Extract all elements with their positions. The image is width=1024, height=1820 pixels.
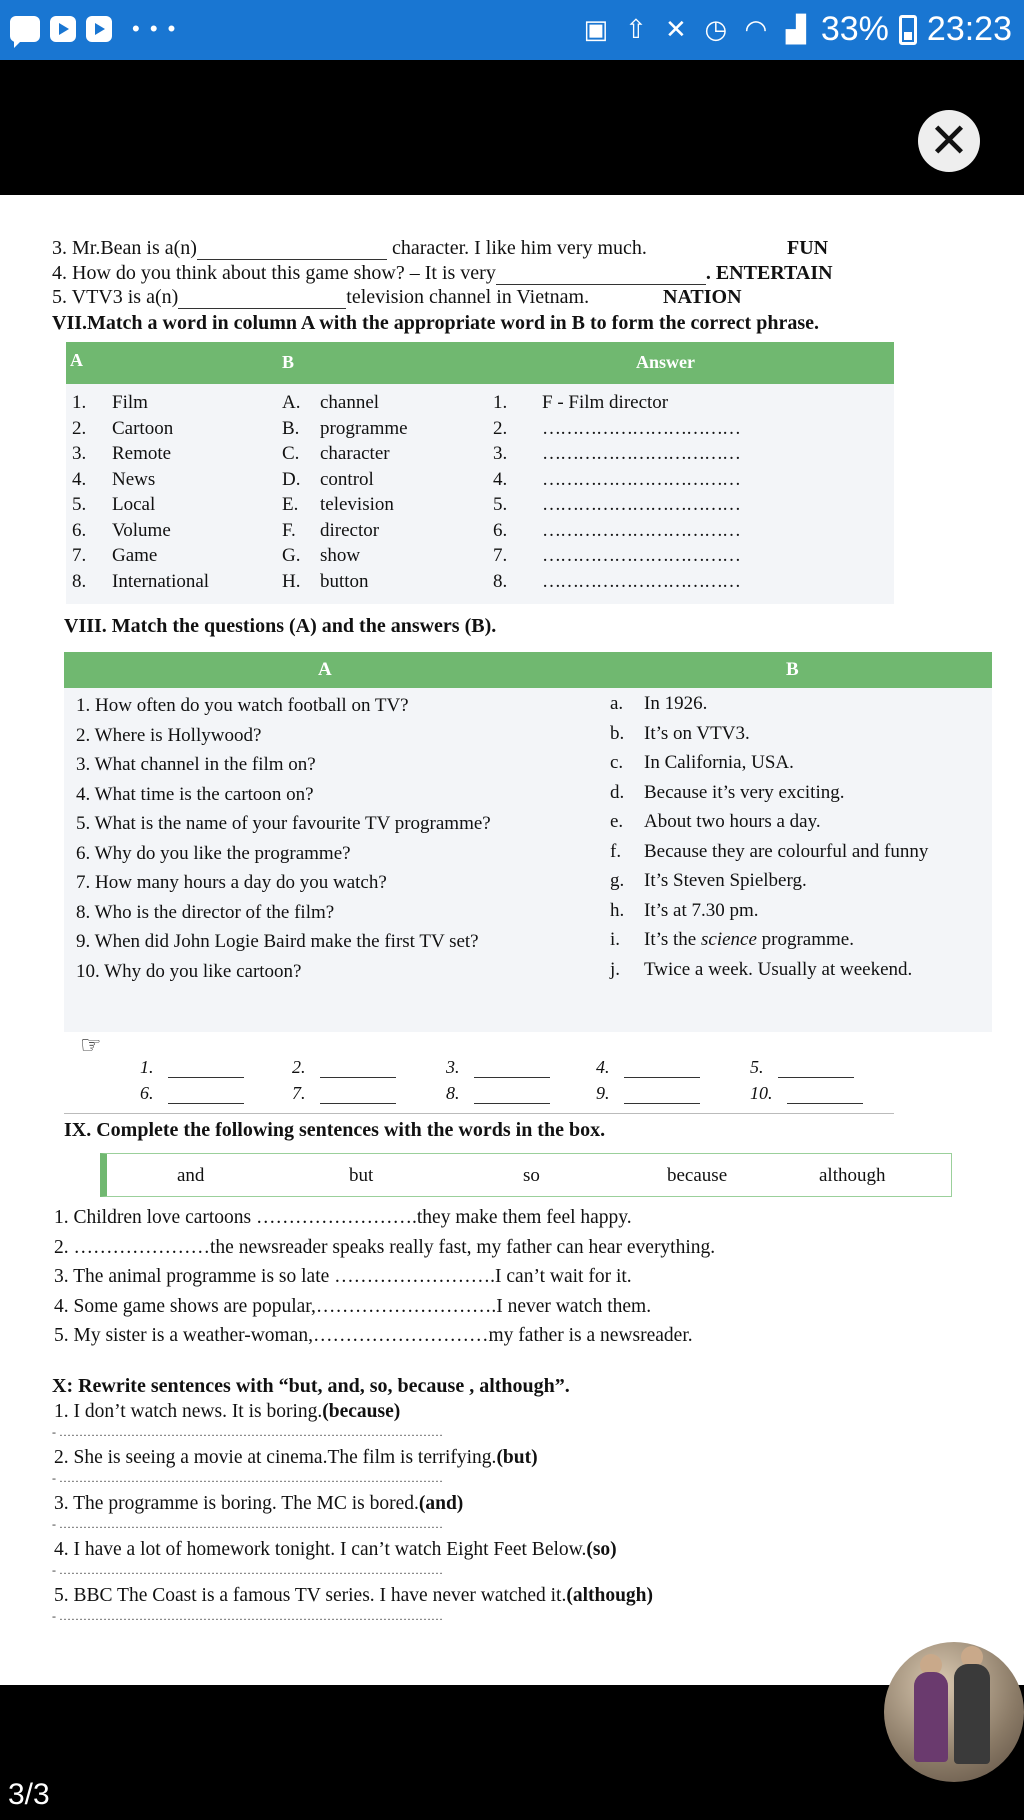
battery-percent: 33% <box>820 10 889 48</box>
rewrite-item: 5. BBC The Coast is a famous TV series. I have never watched it.(although) <box>54 1585 654 1606</box>
answer-number: 7. <box>493 545 508 566</box>
answer-slot: 4. <box>596 1057 700 1078</box>
section-8-title: VIII. Match the questions (A) and the answers (B). <box>64 615 497 637</box>
play-icon <box>50 16 76 42</box>
answer-text: Because it’s very exciting. <box>644 781 845 803</box>
table-7-row <box>66 571 894 595</box>
answer-letter: i. <box>610 929 621 950</box>
answer-value: …………………………… <box>542 417 740 439</box>
row-number: 6. <box>72 519 87 541</box>
pointing-hand-icon: ☞ <box>80 1031 102 1059</box>
play-icon <box>86 16 112 42</box>
fill-sentence: 4. Some game shows are popular,……………………….I never watch them. <box>54 1295 652 1317</box>
rewrite-item: 1. I don’t watch news. It is boring.(because) <box>54 1401 401 1422</box>
column-a-word: Film <box>112 392 148 413</box>
question-text: 3. What channel in the film on? <box>76 754 316 775</box>
answer-letter: g. <box>610 870 625 891</box>
viewer-bottom-bar <box>0 1685 1024 1820</box>
column-b-letter: A. <box>282 392 301 413</box>
answer-letter: j. <box>610 958 621 980</box>
worksheet-page <box>0 195 1024 1685</box>
answer-slot: 2. <box>292 1057 396 1078</box>
column-b-letter: G. <box>282 545 301 566</box>
column-b-word: programme <box>320 417 408 439</box>
answer-text: In 1926. <box>644 693 708 714</box>
column-a-word: Volume <box>112 519 171 541</box>
question-text: 10. Why do you like cartoon? <box>76 960 302 982</box>
table-8-row <box>64 926 992 955</box>
answer-slot: 1. <box>140 1057 244 1078</box>
row-number: 5. <box>72 494 87 515</box>
fill-sentence: 1. Children love cartoons …………………….they make them feel happy. <box>54 1207 632 1228</box>
answer-letter: c. <box>610 752 624 773</box>
column-b-word: director <box>320 519 380 541</box>
answer-slot: 3. <box>446 1057 550 1078</box>
answer-number: 2. <box>493 417 508 439</box>
answer-slot: 9. <box>596 1083 700 1104</box>
answer-slot: 10. <box>750 1083 863 1104</box>
column-a-word: International <box>112 570 210 592</box>
table-7-row <box>66 545 894 569</box>
question-3: 3. Mr.Bean is a(n) character. I like him very much. <box>52 237 647 259</box>
table-7-row <box>66 469 894 493</box>
row-number: 8. <box>72 570 87 592</box>
row-number: 2. <box>72 417 87 439</box>
avatar[interactable] <box>884 1642 1024 1782</box>
question-text: 1. How often do you watch football on TV? <box>76 695 409 716</box>
question-text: 6. Why do you like the programme? <box>76 842 351 864</box>
up-arrow-icon: ⇧ <box>624 14 647 44</box>
answer-value: …………………………… <box>542 494 740 515</box>
answer-value: …………………………… <box>542 570 740 592</box>
table-7-row <box>66 443 894 467</box>
row-number: 1. <box>72 392 87 413</box>
sim-icon: ▣ <box>583 14 609 44</box>
table-8-row <box>64 867 992 896</box>
answer-value: F - Film director <box>542 392 669 413</box>
viewer-top-bar <box>0 60 1024 195</box>
answer-letter: a. <box>610 693 624 714</box>
table-7-row <box>66 418 894 442</box>
signal-icon: ▟ <box>785 14 806 44</box>
word-box <box>100 1153 952 1197</box>
answer-number: 1. <box>493 392 508 413</box>
wifi-icon: ◠ <box>744 14 768 44</box>
alarm-icon: ◷ <box>704 14 728 44</box>
row-number: 4. <box>72 468 87 490</box>
box-word: but <box>349 1165 374 1186</box>
table-8-row <box>64 838 992 867</box>
table-7-header: A B Answer <box>66 342 894 384</box>
answer-text: Because they are colourful and funny <box>644 840 929 862</box>
column-b-word: control <box>320 468 374 490</box>
answer-line: - …………………………………………………………………………………… <box>52 1517 443 1531</box>
answer-number: 5. <box>493 494 508 515</box>
answer-number: 4. <box>493 468 508 490</box>
answer-line: - …………………………………………………………………………………… <box>52 1609 443 1623</box>
column-b-word: channel <box>320 392 380 413</box>
table-8-header: A B <box>64 652 992 688</box>
answer-number: 6. <box>493 519 508 541</box>
word-fun: FUN <box>787 237 829 259</box>
answer-number: 8. <box>493 570 508 592</box>
word-nation: NATION <box>663 286 742 308</box>
table-8-row <box>64 690 992 719</box>
row-number: 3. <box>72 443 87 464</box>
answer-letter: h. <box>610 899 625 921</box>
answer-slot: 5. <box>750 1057 854 1078</box>
answer-letter: f. <box>610 840 622 862</box>
column-a-word: News <box>112 468 156 490</box>
column-b-letter: B. <box>282 417 300 439</box>
table-7-row <box>66 392 894 416</box>
rewrite-item: 3. The programme is boring. The MC is bored.(and) <box>54 1493 464 1514</box>
answer-text: It’s on VTV3. <box>644 722 750 744</box>
row-number: 7. <box>72 545 87 566</box>
question-text: 5. What is the name of your favourite TV programme? <box>76 813 491 834</box>
column-a-word: Remote <box>112 443 172 464</box>
column-a-word: Game <box>112 545 158 566</box>
answer-text: It’s Steven Spielberg. <box>644 870 807 891</box>
column-b-word: show <box>320 545 361 566</box>
column-a-word: Cartoon <box>112 417 174 439</box>
column-b-letter: D. <box>282 468 301 490</box>
divider <box>64 1113 894 1114</box>
more-notifications-icon: • • • <box>132 16 178 41</box>
answer-line: - …………………………………………………………………………………… <box>52 1563 443 1577</box>
answer-value: …………………………… <box>542 519 740 541</box>
page-counter: 3/3 <box>8 1778 50 1811</box>
mute-icon: ✕ <box>664 14 687 44</box>
answer-text: It’s at 7.30 pm. <box>644 899 759 921</box>
answer-value: …………………………… <box>542 545 740 566</box>
fill-sentence: 5. My sister is a weather-woman,………………………my father is a newsreader. <box>54 1325 693 1346</box>
rewrite-item: 4. I have a lot of homework tonight. I can’t watch Eight Feet Below.(so) <box>54 1539 617 1560</box>
column-b-word: television <box>320 494 394 515</box>
question-text: 7. How many hours a day do you watch? <box>76 872 387 893</box>
answer-text: In California, USA. <box>644 752 794 773</box>
section-9-title: IX. Complete the following sentences with the words in the box. <box>64 1119 606 1141</box>
fill-sentence: 3. The animal programme is so late …………………….I can’t wait for it. <box>54 1266 632 1287</box>
answer-value: …………………………… <box>542 443 740 464</box>
column-b-letter: F. <box>282 519 296 541</box>
table-8-row <box>64 720 992 749</box>
clock: 23:23 <box>926 10 1012 48</box>
answer-line: - …………………………………………………………………………………… <box>52 1471 443 1485</box>
answer-slot: 6. <box>140 1083 244 1104</box>
status-bar <box>0 0 1024 60</box>
column-b-word: character <box>320 443 390 464</box>
question-text: 4. What time is the cartoon on? <box>76 783 314 805</box>
question-4: 4. How do you think about this game show? – It is very . ENTERTAIN <box>52 262 833 284</box>
answer-letter: e. <box>610 811 624 832</box>
column-b-letter: C. <box>282 443 300 464</box>
table-8-row <box>64 956 992 985</box>
box-word: and <box>177 1165 205 1186</box>
match-table-8 <box>64 652 992 1032</box>
table-8-row <box>64 749 992 778</box>
question-5: 5. VTV3 is a(n) television channel in Vietnam. <box>52 286 590 308</box>
fill-sentence: 2. …………………the newsreader speaks really fast, my father can hear everything. <box>54 1236 716 1258</box>
question-text: 9. When did John Logie Baird make the first TV set? <box>76 931 479 952</box>
answer-text: Twice a week. Usually at weekend. <box>644 958 913 980</box>
section-7-title: VII.Match a word in column A with the appropriate word in B to form the correct phrase. <box>52 312 819 334</box>
table-7-row <box>66 494 894 518</box>
question-text: 2. Where is Hollywood? <box>76 724 262 746</box>
answer-value: …………………………… <box>542 468 740 490</box>
table-8-row <box>64 808 992 837</box>
answer-slot: 8. <box>446 1083 550 1104</box>
column-b-letter: H. <box>282 570 301 592</box>
column-a-word: Local <box>112 494 156 515</box>
column-b-letter: E. <box>282 494 299 515</box>
answer-line: - …………………………………………………………………………………… <box>52 1425 443 1439</box>
box-word: so <box>523 1165 540 1186</box>
table-8-row <box>64 897 992 926</box>
table-7-row <box>66 520 894 544</box>
section-10-title: X: Rewrite sentences with “but, and, so, because , although”. <box>52 1375 570 1397</box>
answer-text: It’s the science programme. <box>644 929 854 950</box>
match-table-7 <box>66 342 894 604</box>
box-word: because <box>667 1165 728 1186</box>
column-b-word: button <box>320 570 369 592</box>
question-text: 8. Who is the director of the film? <box>76 901 335 923</box>
answer-text: About two hours a day. <box>644 811 821 832</box>
answer-number: 3. <box>493 443 508 464</box>
answer-slot: 7. <box>292 1083 396 1104</box>
close-icon[interactable]: ✕ <box>918 110 980 172</box>
answer-letter: d. <box>610 781 625 803</box>
answer-letter: b. <box>610 722 625 744</box>
battery-icon <box>899 15 917 45</box>
box-word: although <box>819 1165 886 1186</box>
rewrite-item: 2. She is seeing a movie at cinema.The film is terrifying.(but) <box>54 1447 538 1468</box>
table-8-row <box>64 779 992 808</box>
chat-icon <box>10 16 40 42</box>
